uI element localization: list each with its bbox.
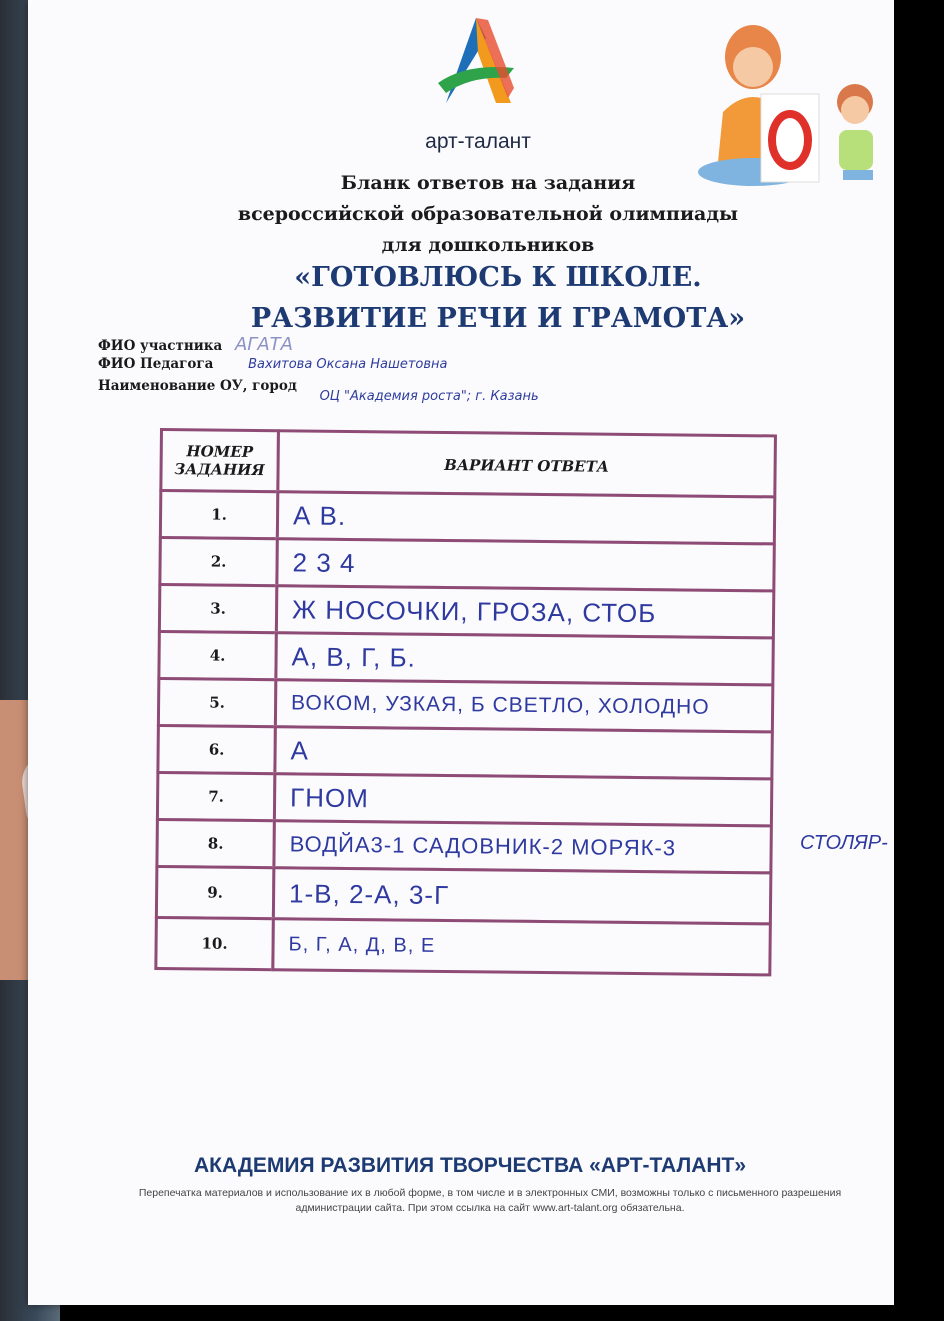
answer-cell: ГНОМ [273, 772, 773, 827]
task-number: 7. [156, 771, 277, 822]
answer-cell: ВОКОМ, УЗКАЯ, Б СВЕТЛО, ХОЛОДНО [274, 678, 774, 733]
answer-cell: А, В, Г, Б. [274, 631, 774, 686]
header-line-3: для дошкольников [381, 234, 595, 256]
header-number-cell: НОМЕР ЗАДАНИЯ [159, 428, 280, 493]
teacher-label: ФИО Педагога [98, 356, 214, 372]
brand-name: арт-талант [425, 130, 531, 153]
task-number: 1. [159, 489, 280, 540]
header-line-2: всероссийской образовательной олимпиады [237, 203, 739, 225]
title-line-1: «ГОТОВЛЮСЬ К ШКОЛЕ. [294, 262, 702, 293]
answer-cell: 1-В, 2-А, 3-Г [272, 866, 773, 925]
answer-cell: 2 3 4 [275, 537, 775, 592]
teacher-value: Вахитова Оксана Нашетовна [248, 357, 448, 372]
form-header [178, 168, 798, 261]
answer-cell: Ж НОСОЧКИ, ГРОЗА, СТОБ [275, 584, 775, 639]
task-number: 5. [157, 677, 278, 728]
participant-row [98, 334, 293, 355]
footer-title: АКАДЕМИЯ РАЗВИТИЯ ТВОРЧЕСТВА «АРТ-ТАЛАНТ» [193, 1154, 747, 1177]
participant-label: ФИО участника [98, 338, 223, 354]
header-line-1: Бланк ответов на задания [340, 172, 636, 194]
org-row [98, 378, 539, 404]
answer-cell: А В. [276, 490, 776, 545]
olympiad-title [208, 257, 788, 339]
kids-illustration-icon [683, 12, 883, 192]
task-number: 2. [158, 536, 279, 587]
answer-cell: ВОДЙА3-1 САДОВНИК-2 МОРЯК-3 [272, 819, 772, 874]
participant-value: АГАТА [234, 334, 293, 355]
task-number: 8. [155, 818, 276, 869]
art-talant-logo-icon [416, 8, 536, 118]
task-number: 3. [158, 583, 279, 634]
org-value: ОЦ "Академия роста"; г. Казань [319, 389, 539, 404]
answer-cell: Б, Г, А, Д, В, Е [271, 917, 772, 976]
footer-copyright: Перепечатка материалов и использование их в любой форме, в том числе и в электронных СМИ, возможны только с письменного разрешения администрации сайта. При этом ссылка на сайт www.art-talant.org обязательна. [138, 1187, 842, 1214]
overflow-note: СТОЛЯР- [800, 832, 888, 854]
title-line-2: РАЗВИТИЕ РЕЧИ И ГРАМОТА» [250, 303, 746, 334]
header-answer-cell: ВАРИАНТ ОТВЕТА [276, 429, 777, 498]
task-number: 6. [156, 724, 277, 775]
answers-table [154, 428, 810, 985]
task-number: 9. [155, 865, 276, 920]
answer-cell: А [273, 725, 773, 780]
task-number: 4. [157, 630, 278, 681]
task-number: 10. [154, 916, 275, 971]
teacher-row [98, 356, 448, 372]
org-label: Наименование ОУ, город [98, 378, 297, 394]
